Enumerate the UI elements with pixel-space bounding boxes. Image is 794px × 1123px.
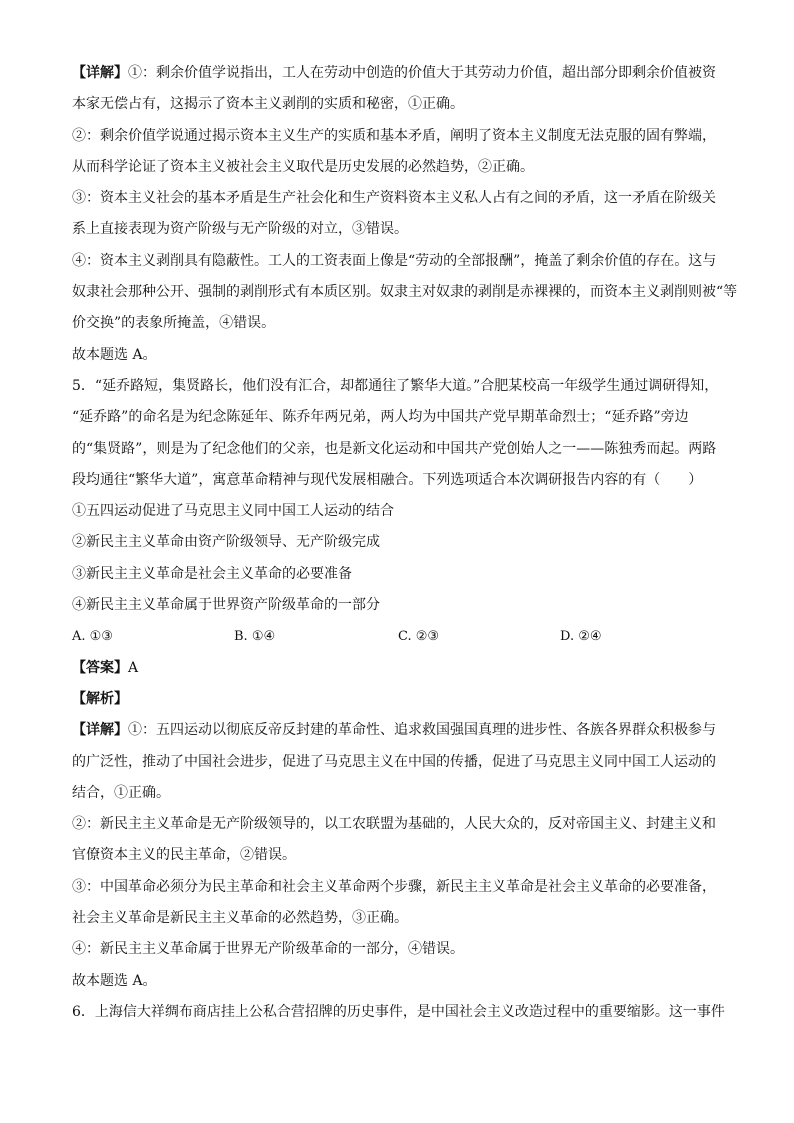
detail-line: ④：资本主义剥削具有隐蔽性。工人的工资表面上像是“劳动的全部报酬”，掩盖了剩余价值的存在。这与 <box>72 252 717 269</box>
detail-tag: 【详解】 <box>72 65 128 81</box>
question-stem-line: “延乔路”的命名是为纪念陈延年、陈乔年两兄弟，两人均为中国共产党早期革命烈士；“延乔路”旁边 <box>72 409 689 426</box>
detail-line: 奴隶社会那种公开、强制的剥削形式有本质区别。奴隶主对奴隶的剥削是赤裸裸的，而资本主义剥削则被“等 <box>72 284 738 301</box>
answer-line <box>72 653 732 684</box>
detail-line: ④：新民主主义革命属于世界无产阶级革命的一部分，④错误。 <box>72 941 464 958</box>
question-stem-line: 6．上海信大祥绸布商店挂上公私合营招牌的历史事件，是中国社会主义改造过程中的重要缩影。这一事件 <box>72 1003 725 1020</box>
analysis-tag: 【解析】 <box>72 690 128 707</box>
option-a: A. ①③ <box>72 629 113 645</box>
option-c: C. ②③ <box>398 629 440 645</box>
detail-text: ①：剩余价值学说指出，工人在劳动中创造的价值大于其劳动力价值，超出部分即剩余价值被资 <box>128 65 716 81</box>
statement-item: ③新民主主义革命是社会主义革命的必要准备 <box>72 565 352 582</box>
answer-value: A <box>128 659 139 676</box>
detail-line: 结合，①正确。 <box>72 784 170 801</box>
detail-line: 系上直接表现为资产阶级与无产阶级的对立，③错误。 <box>72 221 408 238</box>
detail-text: ①：五四运动以彻底反帝反封建的革命性、追求救国强国真理的进步性、各族各界群众积极参与 <box>128 722 716 739</box>
detail-line: 官僚资本主义的民主革命，②错误。 <box>72 847 296 864</box>
detail-line: 价交换”的表象所掩盖，④错误。 <box>72 315 276 332</box>
detail-line: ③：资本主义社会的基本矛盾是生产社会化和生产资料资本主义私人占有之间的矛盾，这一矛盾在阶级关 <box>72 190 716 207</box>
analysis-line <box>72 684 732 715</box>
detail-tag: 【详解】 <box>72 722 128 739</box>
detail-line: 从而科学论证了资本主义被社会主义取代是历史发展的必然趋势，②正确。 <box>72 158 534 175</box>
detail-line <box>72 58 732 89</box>
option-d: D. ②④ <box>560 629 602 645</box>
question-stem-line: 的“集贤路”，则是为了纪念他们的父亲，也是新文化运动和中国共产党创始人之一——陈独秀而起。两路 <box>72 440 717 457</box>
question-stem-line: 5．“延乔路短，集贤路长，他们没有汇合，却都通往了繁华大道。”合肥某校高一年级学生通过调研得知， <box>72 377 719 394</box>
detail-line: ②：剩余价值学说通过揭示资本主义生产的实质和基本矛盾，阐明了资本主义制度无法克服的固有弊端， <box>72 127 716 144</box>
answer-tag: 【答案】 <box>72 659 128 676</box>
detail-line: ③：中国革命必须分为民主革命和社会主义革命两个步骤，新民主主义革命是社会主义革命的必要准备， <box>72 878 716 895</box>
statement-item: ②新民主主义革命由资产阶级领导、无产阶级完成 <box>72 534 380 551</box>
answer-options <box>72 621 732 652</box>
conclusion-line: 故本题选 A。 <box>72 346 157 363</box>
detail-line: 本家无偿占有，这揭示了资本主义剥削的实质和秘密，①正确。 <box>72 96 464 113</box>
document-page <box>72 58 738 1028</box>
question-stem-line: 段均通往“繁华大道”，寓意革命精神与现代发展相融合。下列选项适合本次调研报告内容的有（ ） <box>72 471 703 488</box>
conclusion-line: 故本题选 A。 <box>72 972 157 989</box>
statement-item: ①五四运动促进了马克思主义同中国工人运动的结合 <box>72 503 394 520</box>
statement-item: ④新民主主义革命属于世界资产阶级革命的一部分 <box>72 597 380 614</box>
detail-line <box>72 715 732 746</box>
option-b: B. ①④ <box>234 629 276 645</box>
detail-line: ②：新民主主义革命是无产阶级领导的，以工农联盟为基础的，人民大众的，反对帝国主义、封建主义和 <box>72 816 716 833</box>
detail-line: 社会主义革命是新民主主义革命的必然趋势，③正确。 <box>72 910 408 927</box>
detail-line: 的广泛性，推动了中国社会进步，促进了马克思主义在中国的传播，促进了马克思主义同中国工人运动的 <box>72 753 716 770</box>
